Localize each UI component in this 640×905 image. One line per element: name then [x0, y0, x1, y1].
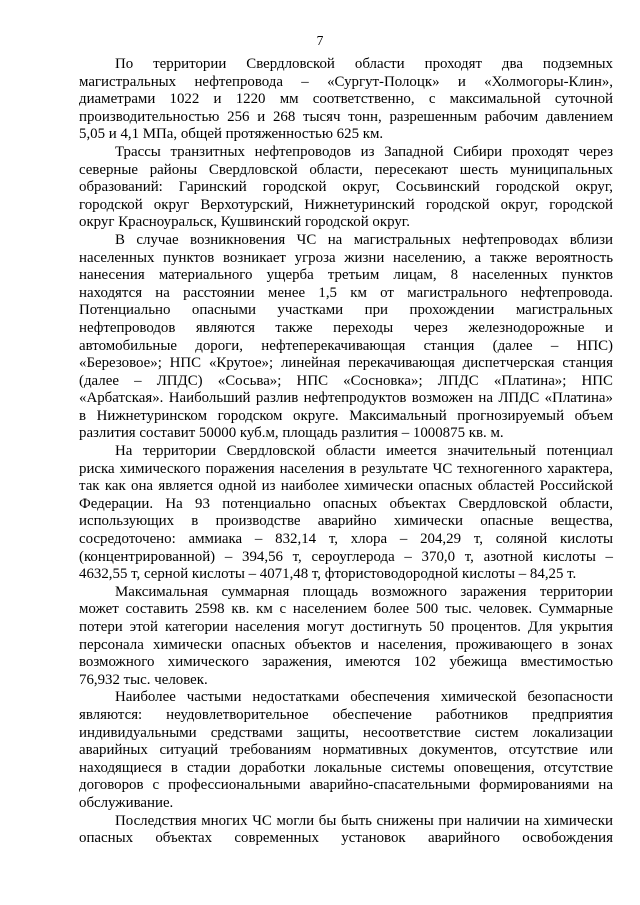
paragraph-line: Максимальная суммарная площадь возможного заражения территории — [115, 583, 613, 600]
paragraph-line: «Арбатская». Наибольший разлив нефтепродуктов возможен на ЛПДС «Платина» — [79, 390, 613, 407]
document-body — [79, 56, 613, 848]
paragraph-line: городской округ Верхотурский, Нижнетуринский городской округ, городской — [79, 196, 613, 213]
paragraph-line: сосредоточено: аммиака – 832,14 т, хлора – 204,29 т, соляной кислоты — [79, 531, 613, 548]
paragraph-line: Последствия многих ЧС могли бы быть снижены при наличии на химически — [115, 812, 613, 829]
paragraph-line: находятся на расстоянии менее 1,5 км от магистрального нефтепровода. — [79, 284, 613, 301]
paragraph-line: может составить 2598 кв. км с населением более 500 тыс. человек. Суммарные — [79, 601, 613, 618]
paragraph-line: так как она является одной из наиболее химически опасных областей Российской — [79, 478, 613, 495]
paragraph-line: По территории Свердловской области проходят два подземных — [115, 56, 613, 72]
paragraph-line: риска химического поражения населения в результате ЧС техногенного характера, — [79, 460, 613, 477]
paragraph-line: обслуживание. — [79, 794, 174, 811]
paragraph-line: (далее – ЛПДС) «Сосьва»; НПС «Сосновка»; ЛПДС «Платина»; НПС — [79, 372, 613, 389]
paragraph-line: северные районы Свердловской области, пересекают шесть муниципальных — [79, 161, 613, 178]
paragraph-line: 5,05 и 4,1 МПа, общей протяженностью 625 км. — [79, 126, 384, 143]
paragraph — [79, 56, 613, 144]
paragraph-line: Федерации. На 93 потенциально опасных объектах Свердловской области, — [79, 495, 613, 512]
paragraph — [79, 813, 613, 848]
paragraph-line: (концентрированной) – 394,56 т, сероуглерода – 370,0 т, азотной кислоты – — [79, 548, 613, 565]
paragraph-line: опасных объектах современных установок аварийного освобождения — [79, 830, 613, 847]
paragraph-line: населенных пунктов возникает угроза жизни населению, а также вероятность — [79, 249, 613, 266]
paragraph-line: договоров с профессиональными аварийно-спасательными формированиями на — [79, 777, 613, 794]
paragraph-line: автомобильные дороги, нефтеперекачивающая станция (далее – НПС) — [79, 337, 613, 354]
paragraph — [79, 443, 613, 584]
paragraph — [79, 584, 613, 690]
paragraph-line: разлития составит 50000 куб.м, площадь разлития – 1000875 кв. м. — [79, 425, 504, 442]
paragraph-line: потери этой категории населения могут достигнуть 50 процентов. Для укрытия — [79, 619, 613, 635]
paragraph-line: диаметрами 1022 и 1220 мм соответственно, с максимальной суточной — [79, 91, 613, 108]
paragraph-line: 76,932 тыс. человек. — [79, 671, 208, 688]
paragraph-line: индивидуальными средствами защиты, несоответствие систем локализации — [79, 724, 613, 741]
paragraph-line: Трассы транзитных нефтепроводов из Западной Сибири проходят через — [115, 143, 613, 160]
paragraph-line: округ Красноуральск, Кушвинский городской округ. — [79, 214, 410, 231]
paragraph-line: производительностью 256 и 268 тысяч тонн, разрешенным рабочим давлением — [79, 108, 613, 125]
paragraph — [79, 689, 613, 812]
paragraph-line: являются: неудовлетворительное обеспечение работников предприятия — [79, 706, 613, 723]
paragraph-line: «Березовое»; НПС «Крутое»; линейная перекачивающая диспетчерская станция — [79, 355, 613, 372]
paragraph-line: На территории Свердловской области имеется значительный потенциал — [115, 443, 613, 460]
paragraph-line: 4632,55 т, серной кислоты – 4071,48 т, фтористоводородной кислоты – 84,25 т. — [79, 566, 577, 583]
paragraph — [79, 144, 613, 232]
paragraph-line: персонала химически опасных объектов и населения, проживающего в зонах — [79, 636, 613, 653]
paragraph-line: магистральных нефтепровода – «Сургут-Полоцк» и «Холмогоры-Клин», — [79, 73, 613, 90]
paragraph-line: образований: Гаринский городской округ, Сосьвинский городской округ, — [79, 179, 613, 196]
paragraph-line: возможного химического заражения, имеются 102 убежища вместимостью — [79, 654, 613, 671]
paragraph-line: В случае возникновения ЧС на магистральных нефтепроводах вблизи — [115, 231, 613, 248]
paragraph-line: находящиеся в стадии доработки локальные системы оповещения, отсутствие — [79, 759, 613, 776]
paragraph — [79, 232, 613, 443]
paragraph-line: нанесения материального ущерба третьим лицам, 8 населенных пунктов — [79, 267, 613, 284]
paragraph-line: аварийных ситуаций требованиям нормативных документов, отсутствие или — [79, 742, 613, 759]
paragraph-line: Наиболее частыми недостатками обеспечения химической безопасности — [115, 689, 613, 706]
paragraph-line: нефтепроводов являются также переходы через железнодорожные и — [79, 319, 613, 336]
paragraph-line: использующих в производстве аварийно химически опасные вещества, — [79, 513, 613, 530]
page-number: 7 — [316, 33, 324, 48]
paragraph-line: Потенциально опасными участками при прохождении магистральных — [79, 302, 613, 319]
paragraph-line: в Нижнетуринском городском округе. Максимальный прогнозируемый объем — [79, 407, 613, 424]
